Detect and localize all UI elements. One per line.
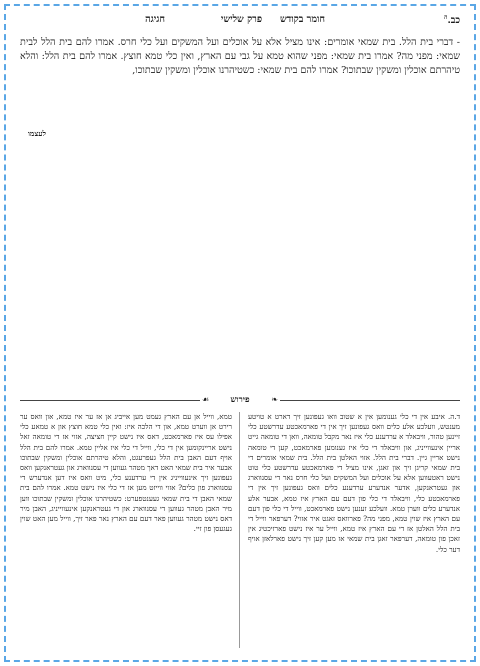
running-header (20, 14, 460, 28)
divider-line-left (20, 400, 200, 401)
commentary-divider (20, 394, 460, 406)
page-number: כב.$^ה$ (444, 14, 460, 27)
column-separator (239, 412, 240, 648)
chapter-label: פרק שלישי (220, 14, 262, 25)
ornament-right-icon: ❧ (271, 395, 278, 404)
divider-line-right (280, 400, 460, 401)
page-mark: ה (444, 14, 448, 21)
tractate-name: חגיגה (145, 14, 165, 25)
document-page (20, 14, 460, 654)
mishna-text: - דברי בית הלל. בית שמאי אומרים: אינו מציל אלא על אוכלים ועל המשקים ועל כלי חרס. אמרו להם בית הלל לבית שמאי: מפני מה? אמרו בית שמאי: מפני שהוא טמא על גבי עם הארץ, ואין כלי טמא חוצץ. אמרו להם בית הלל: והלא טיהרתם אוכלין ומשקין שבתוכו? אמרו להם בית שמאי: כשטיהרנו אוכלין ומשקין שבתוכו, (20, 37, 460, 77)
ornament-left-icon: ☙ (202, 395, 210, 404)
commentary-section (20, 412, 460, 652)
commentary-title: פירוש (226, 394, 253, 405)
book-title: חומר בקודש (279, 14, 325, 25)
commentary-column-left: טמא, ווייל אן עם הארץ געמט מען אייביג אן אז ער איז טמא, און וואס ער רירט אן ווערט טמא, און די הלכה איז: ואין כלי טמא חוצץ און א טמאע כלי אפילו עס איז פארמאכט, דאס איז נישט קיין חציצה, אזוי אז די טומאה זאל נישט אריינקומען אין די כלי, ווייל די כלי איז אליין טמא. אמרו להם בית הלל אויף דעם האבן בית הלל געפרעגט, והלא טיהרתם אוכלין ומשקין שבתוכו אבער איר בית שמאי האט דאך מטהר געווען די עסנווארג און געטראנקען וואס געפונען זיך אינעווייניג אין די ערדענע כלי, מיט וואס איז דען אנדערש די עסנווארג פון כלים? אזוי ווייזט מען אז די כלי איז נישט טמא. אמרו להם בית שמאי האבן די בית שמאי געענטפערט: כשטיהרנו אוכלין ומשקין שבתוכו ווען מיר האבן מטהר געווען די עסנווארג און די געטראנקען אינעווייניג, האבן מיר דאס נישט מטהר געווען פאר דעם עם הארץ נאר פאר זיך, ווייל מען האט שוין געגעסן פון זיי. (20, 412, 232, 534)
catchword: לעצמו (28, 129, 47, 138)
commentary-column-right: ד.ה. איבע אין די כלי גענומען אין א שטוב וואו געפונען זיך דארט א טויטע מענטש, וועלכע אלע כלים וואס געפונען זיך אין די פארמאכטע עדרשטע כלי זיינען טהור, וויבאלד א ערדענע כלי איז נאר מקבל טומאה, וואן די טומאה גייט אריין אינעווייניג, און וויבאלד די כלי איז גענומען פארמאכט, קען די טומאה נישט אריין גיין. דברי בית הלל. אזוי האלטן בית הלל. בית שמאי אומרים די בית שמאי קריגן זיך און זאגן, אינו מציל די פארמאכטע עדרשטע כלי טוט נישט ראטעווען אלא על אוכלים ועל המשקים ועל כלי חרס נאר די עסנווארג און געטראנקען, אדער אנדערע ערדענע כלים וואס געפונען זיך אין די פארמאכטע כלי, וויבאלד די כלי פון דעם עם הארץ איז טמא, אבער אלע אנדערע כלים ווערן טמא. וועלכע זענען נישט פארמאכט, ווייל די כלי פון דעם עם הארץ איז שוין טמא, מפני מה? פארוואס זאגט איר אזוי? דערפאר ווייל די בית הלל האלטן אז די עם הארץ איז טמא, ווייל ער איז נישט פארזיכטיג אין זאכן פון טומאה, דערפאר זאגן בית שמאי אז מען קען זיך נישט פארלאזן אויף דער כלי. (248, 412, 460, 554)
